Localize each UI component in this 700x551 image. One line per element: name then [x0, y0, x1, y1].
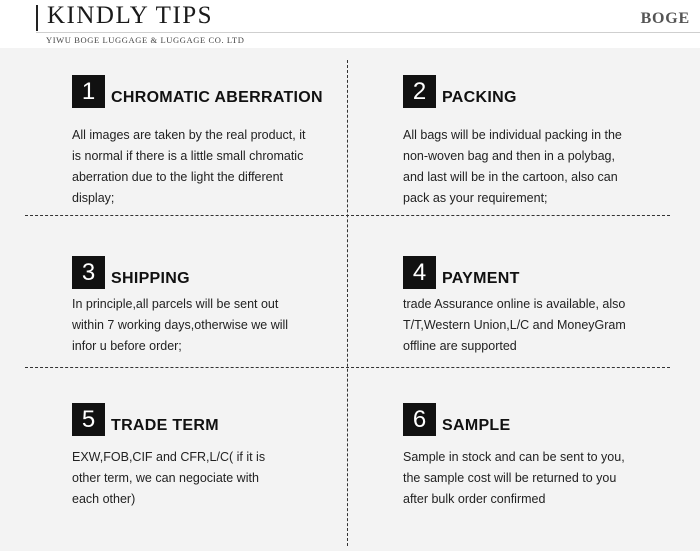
tip-body-line: All images are taken by the real product, it	[72, 128, 306, 142]
tip-number-badge: 5	[72, 403, 105, 436]
tip-body-line: each other)	[72, 492, 136, 506]
tip-body-line: other term, we can negociate with	[72, 471, 259, 485]
tip-body-line: In principle,all parcels will be sent out	[72, 297, 279, 311]
tip-title: SAMPLE	[442, 417, 511, 434]
tip-body-line: infor u before order;	[72, 339, 182, 353]
tip-body-line: trade Assurance online is available, also	[403, 297, 626, 311]
tip-body-line: the sample cost will be returned to you	[403, 471, 617, 485]
horizontal-divider	[25, 215, 670, 216]
tip-body-line: All bags will be individual packing in the	[403, 128, 622, 142]
tip-title: TRADE TERM	[111, 417, 219, 434]
tip-body-line: display;	[72, 191, 115, 205]
tip-body-line: within 7 working days,otherwise we will	[72, 318, 289, 332]
header-divider	[36, 32, 700, 33]
page-title: KINDLY TIPS	[47, 2, 214, 29]
tip-body-line: is normal if there is a little small chromatic	[72, 149, 304, 163]
tip-body-line: T/T,Western Union,L/C and MoneyGram	[403, 318, 626, 332]
tip-body	[72, 294, 352, 357]
tip-body-line: Sample in stock and can be sent to you,	[403, 450, 625, 464]
tip-body-line: EXW,FOB,CIF and CFR,L/C( if it is	[72, 450, 266, 464]
tip-body	[403, 447, 683, 510]
header	[0, 0, 700, 48]
tip-body	[72, 125, 352, 209]
tip-title: CHROMATIC ABERRATION	[111, 89, 323, 106]
tip-body-line: and last will be in the cartoon, also can	[403, 170, 618, 184]
tip-title: PACKING	[442, 89, 517, 106]
tip-body	[403, 294, 683, 357]
tip-body	[403, 125, 683, 209]
tip-body	[72, 447, 352, 510]
tip-number-badge: 6	[403, 403, 436, 436]
horizontal-divider	[25, 367, 670, 368]
brand-logo: BOGE	[640, 10, 690, 27]
tip-number-badge: 3	[72, 256, 105, 289]
tip-title: PAYMENT	[442, 270, 520, 287]
tip-number-badge: 1	[72, 75, 105, 108]
tip-body-line: offline are supported	[403, 339, 517, 353]
tip-number-badge: 2	[403, 75, 436, 108]
tip-body-line: pack as your requirement;	[403, 191, 548, 205]
tip-body-line: after bulk order confirmed	[403, 492, 546, 506]
tip-title: SHIPPING	[111, 270, 190, 287]
tip-body-line: non-woven bag and then in a polybag,	[403, 149, 615, 163]
tip-number-badge: 4	[403, 256, 436, 289]
company-name: YIWU BOGE LUGGAGE & LUGGAGE CO. LTD	[46, 35, 245, 45]
tip-body-line: aberration due to the light the different	[72, 170, 284, 184]
header-accent-bar	[36, 5, 38, 31]
